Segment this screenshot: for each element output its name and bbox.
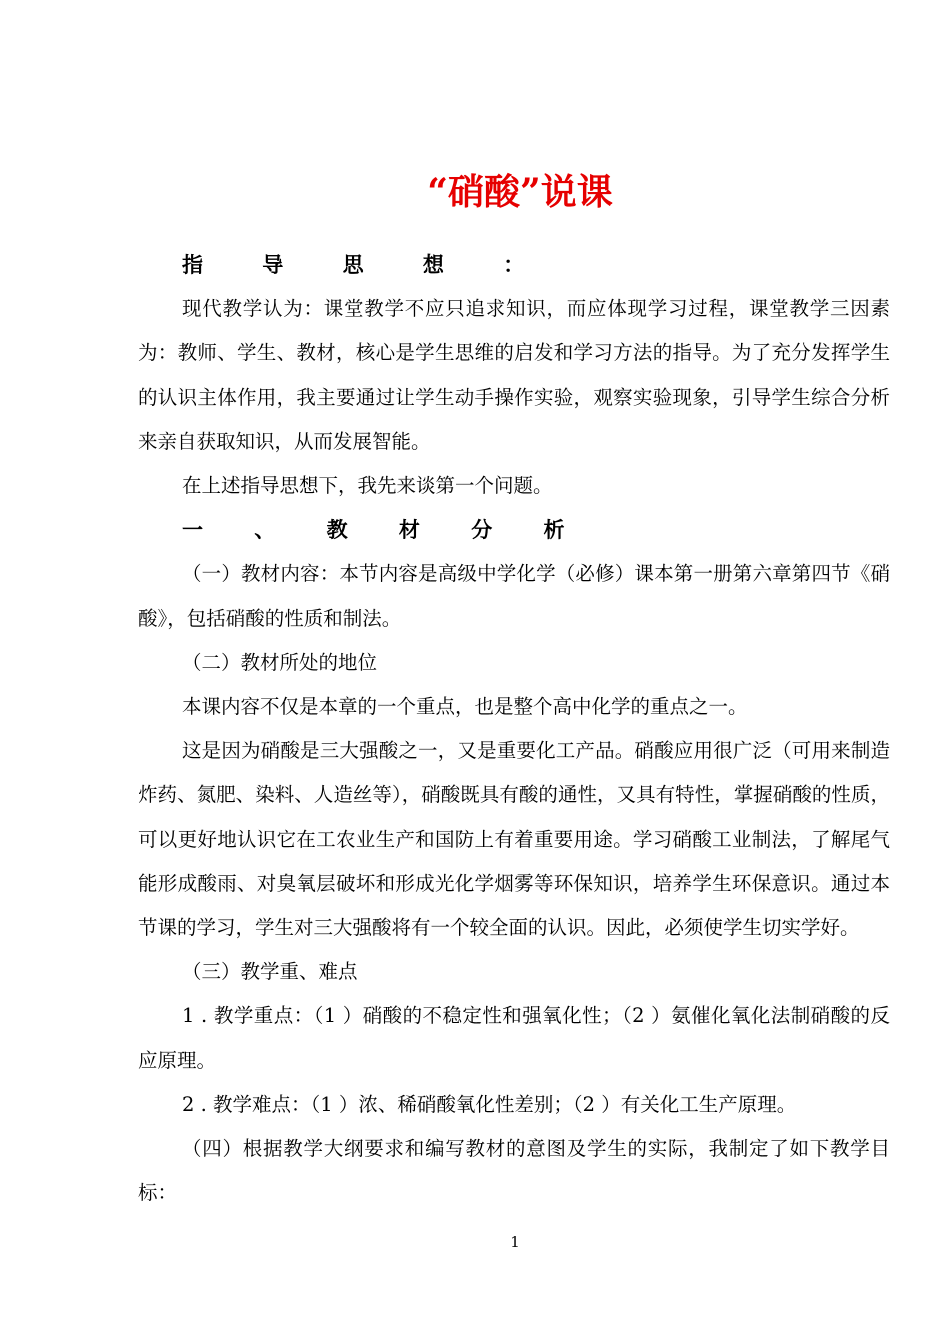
paragraph-key-points: 1 . 教学重点：（1 ）硝酸的不稳定性和强氧化性；（2 ）氨催化氧化法制硝酸的反应原理。 bbox=[138, 1004, 890, 1072]
paragraph-position-1: 本课内容不仅是本章的一个重点，也是整个高中化学的重点之一。 bbox=[182, 695, 748, 719]
page-title: “硝酸”说课 bbox=[427, 171, 613, 213]
subheading-textbook-position: （二）教材所处的地位 bbox=[182, 650, 378, 674]
paragraph-transition: 在上述指导思想下，我先来谈第一个问题。 bbox=[182, 474, 553, 498]
heading-textbook-analysis: 一 、 教 材 分 析 bbox=[182, 517, 587, 543]
paragraph-teaching-goals: （四）根据教学大纲要求和编写教材的意图及学生的实际，我制定了如下教学目标： bbox=[138, 1137, 890, 1205]
page-number: 1 bbox=[510, 1233, 520, 1251]
subheading-key-points: （三）教学重、难点 bbox=[182, 960, 358, 984]
document-body bbox=[138, 243, 890, 1215]
paragraph-guiding-thought: 现代教学认为：课堂教学不应只追求知识，而应体现学习过程，课堂教学三因素为：教师、学生、教材，核心是学生思维的启发和学习方法的指导。为了充分发挥学生的认识主体作用，我主要通过让学生动手操作实验，观察实验现象，引导学生综合分析来亲自获取知识，从而发展智能。 bbox=[138, 297, 890, 453]
heading-guiding-thought: 指 导 思 想 ： bbox=[182, 252, 551, 277]
paragraph-position-2: 这是因为硝酸是三大强酸之一，又是重要化工产品。硝酸应用很广泛（可用来制造炸药、氮肥、染料、人造丝等），硝酸既具有酸的通性，又具有特性，掌握硝酸的性质，可以更好地认识它在工农业生产和国防上有着重要用途。学习硝酸工业制法，了解尾气能形成酸雨、对臭氧层破坏和形成光化学烟雾等环保知识，培养学生环保意识。通过本节课的学习，学生对三大强酸将有一个较全面的认识。因此，必须使学生切实学好。 bbox=[138, 739, 890, 940]
paragraph-textbook-content: （一）教材内容：本节内容是高级中学化学（必修）课本第一册第六章第四节《硝酸》，包括硝酸的性质和制法。 bbox=[138, 562, 890, 630]
paragraph-difficult-points: 2 . 教学难点：（1 ）浓、稀硝酸氧化性差别；（2 ）有关化工生产原理。 bbox=[182, 1092, 797, 1116]
